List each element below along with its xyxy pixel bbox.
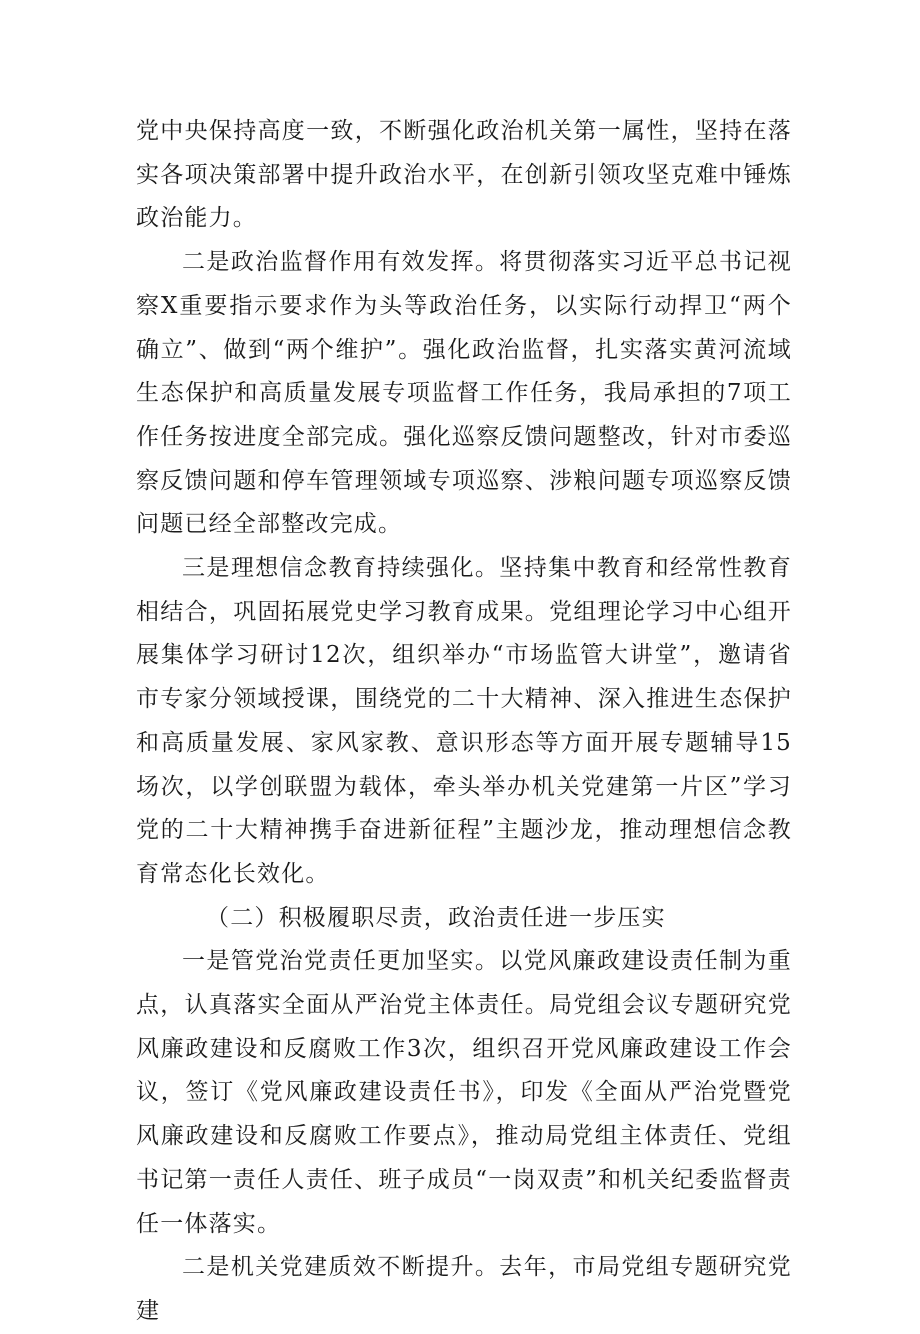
section-heading: （二）积极履职尽责，政治责任进一步压实 <box>206 904 666 931</box>
paragraph-party-governance: 一是管党治党责任更加坚实。以党风廉政建设责任制为重点，认真落实全面从严治党主体责任。局党组会议专题研究党风廉政建设和反腐败工作3次，组织召开党风廉政建设工作会议，签订《党风廉政建设责任书》，印发《全面从严治党暨党风廉政建设和反腐败工作要点》，推动局党组主体责任、党组书记第一责任人责任、班子成员“一岗双责”和机关纪委监督责任一体落实。 <box>136 948 792 1237</box>
paragraph-continuation: 党中央保持高度一致，不断强化政治机关第一属性，坚持在落实各项决策部署中提升政治水平，在创新引领攻坚克难中锤炼政治能力。 <box>136 118 792 232</box>
paragraph-party-building: 二是机关党建质效不断提升。去年，市局党组专题研究党建 <box>136 1254 792 1324</box>
paragraph-ideals-education: 三是理想信念教育持续强化。坚持集中教育和经常性教育相结合，巩固拓展党史学习教育成果。党组理论学习中心组开展集体学习研讨12次，组织举办“市场监管大讲堂”，邀请省市专家分领域授课，围绕党的二十大精神、深入推进生态保护和高质量发展、家风家教、意识形态等方面开展专题辅导15场次，以学创联盟为载体，牵头举办机关党建第一片区”学习党的二十大精神携手奋进新征程”主题沙龙，推动理想信念教育常态化长效化。 <box>136 555 792 887</box>
document-body <box>136 110 792 1334</box>
paragraph-political-supervision: 二是政治监督作用有效发挥。将贯彻落实习近平总书记视察X重要指示要求作为头等政治任务，以实际行动捍卫“两个确立”、做到“两个维护”。强化政治监督，扎实落实黄河流域生态保护和高质量发展专项监督工作任务，我局承担的7项工作任务按进度全部完成。强化巡察反馈问题整改，针对市委巡察反馈问题和停车管理领域专项巡察、涉粮问题专项巡察反馈问题已经全部整改完成。 <box>136 249 792 538</box>
